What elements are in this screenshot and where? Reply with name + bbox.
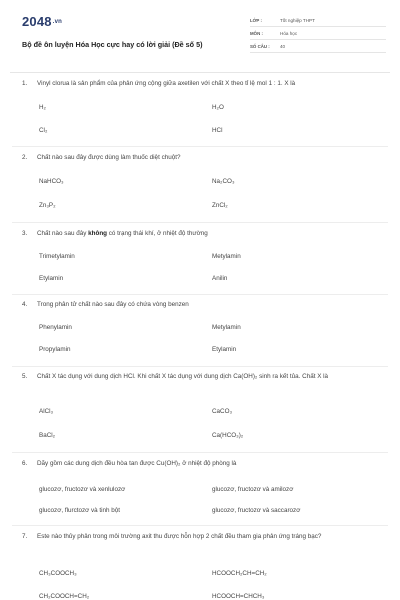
meta-subject: MÔN : Hóa học: [250, 27, 386, 40]
option-d[interactable]: HCl: [212, 127, 223, 134]
option-a[interactable]: AlCl₃: [39, 408, 54, 415]
question-number: 6.: [22, 460, 28, 467]
meta-question-count: SỐ CÂU : 40: [250, 40, 386, 53]
option-c[interactable]: Zn₃P₂: [39, 202, 56, 209]
option-c[interactable]: Etylamin: [39, 275, 64, 282]
question-5: [22, 372, 382, 447]
question-4: [22, 300, 382, 362]
option-c[interactable]: Cl₂: [39, 127, 48, 134]
option-d[interactable]: Ca(HCO₃)₂: [212, 432, 244, 439]
option-c[interactable]: Propylamin: [39, 346, 71, 353]
question-number: 4.: [22, 301, 28, 308]
question-text: Este nào thủy phân trong môi trường axit thu được hỗn hợp 2 chất đều tham gia phản ứng tráng bạc?: [37, 533, 322, 540]
option-c[interactable]: glucozơ, flurctozơ và tinh bột: [39, 507, 121, 514]
header-divider: [10, 72, 390, 73]
option-a[interactable]: Trimetylamin: [39, 253, 75, 260]
question-text: Vinyl clorua là sản phẩm của phản ứng cộng giữa axetilen với chất X theo tỉ lệ mol 1 : 1. X là: [37, 80, 296, 87]
question-text: Dãy gồm các dung dịch đều hòa tan được Cu(OH)₂ ở nhiệt độ phòng là: [37, 460, 237, 467]
option-b[interactable]: Metylamin: [212, 324, 241, 331]
emphasis-not: không: [88, 230, 108, 237]
question-divider: [12, 294, 388, 295]
option-a[interactable]: glucozơ, fructozơ và xenlulozơ: [39, 486, 126, 493]
option-b[interactable]: CaCO₃: [212, 408, 233, 415]
option-b[interactable]: H₂O: [212, 104, 224, 111]
option-b[interactable]: HCOOCH₂CH=CH₂: [212, 570, 267, 577]
exam-meta: [250, 14, 386, 53]
question-text: Chất nào sau đây được dùng làm thuốc diệt chuột?: [37, 154, 181, 161]
exam-header: [22, 12, 384, 70]
question-7: [22, 532, 382, 600]
question-divider: [12, 525, 388, 526]
question-number: 5.: [22, 373, 28, 380]
option-c[interactable]: BaCl₂: [39, 432, 56, 439]
option-b[interactable]: Metylamin: [212, 253, 241, 260]
option-c[interactable]: CH₂COOCH=CH₂: [39, 593, 90, 600]
question-divider: [12, 146, 388, 147]
question-divider: [12, 452, 388, 453]
question-2: [22, 153, 382, 215]
question-text: Chất X tác dụng với dung dịch HCl. Khi chất X tác dụng với dung dịch Ca(OH)₂ sinh ra kết tủa. Chất X là: [37, 373, 329, 380]
option-b[interactable]: Na₂CO₃: [212, 178, 235, 185]
exam-title: Bộ đề ôn luyện Hóa Học cực hay có lời giải (Đề số 5): [22, 40, 203, 49]
site-logo[interactable]: $2048^{.vn}$: [22, 14, 63, 29]
question-divider: [12, 222, 388, 223]
option-d[interactable]: glucozơ, fructozơ và saccarozơ: [212, 507, 301, 514]
option-d[interactable]: Anilin: [212, 275, 228, 282]
option-a[interactable]: NaHCO₃: [39, 178, 64, 185]
option-a[interactable]: CH₃COOCH₃: [39, 570, 77, 577]
question-text: Chất nào sau đây không có trạng thái khí, ở nhiệt độ thường: [37, 230, 208, 237]
question-number: 2.: [22, 154, 28, 161]
question-number: 3.: [22, 230, 28, 237]
question-3: [22, 229, 382, 291]
option-d[interactable]: Etylamin: [212, 346, 237, 353]
option-b[interactable]: glucozơ, fructozơ và amilozơ: [212, 486, 294, 493]
option-d[interactable]: HCOOCH=CHCH₃: [212, 593, 265, 600]
option-a[interactable]: H₂: [39, 104, 46, 111]
question-text: Trong phân tử chất nào sau đây có chứa vòng benzen: [37, 301, 189, 308]
meta-class: LỚP : Tốt nghiệp THPT: [250, 14, 386, 27]
question-divider: [12, 366, 388, 367]
question-number: 7.: [22, 533, 28, 540]
question-number: 1.: [22, 80, 28, 87]
question-6: [22, 459, 382, 521]
question-1: [22, 79, 382, 141]
option-d[interactable]: ZnCl₂: [212, 202, 228, 209]
option-a[interactable]: Phenylamin: [39, 324, 72, 331]
